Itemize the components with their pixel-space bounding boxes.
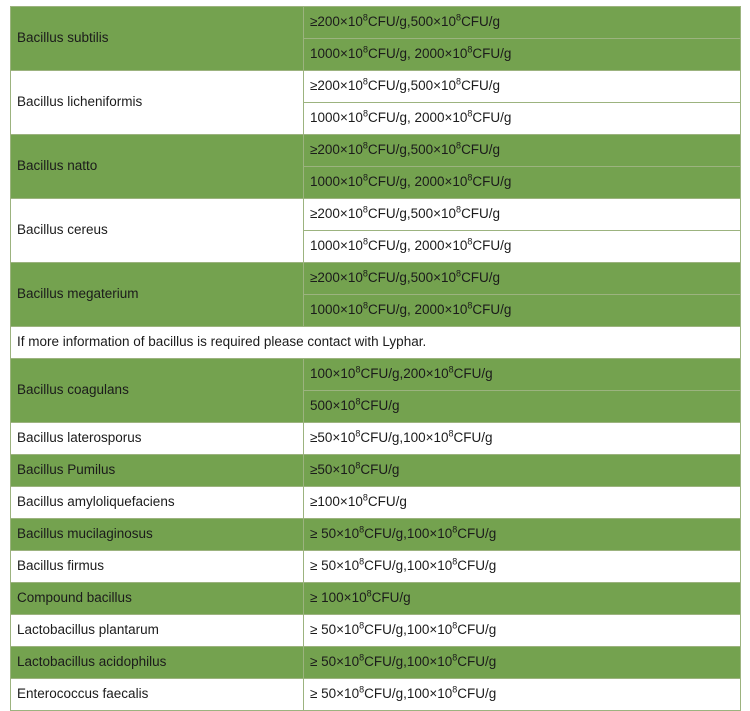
row-name: Compound bacillus	[11, 583, 304, 615]
row-name: Lactobacillus acidophilus	[11, 647, 304, 679]
row-name: Bacillus Pumilus	[11, 455, 304, 487]
row-value: $500\times 10^8CFU/g$	[304, 391, 741, 423]
row-value: $100\times 10^8CFU/g,200\times 10^8CFU/g$	[304, 359, 741, 391]
row-name: Enterococcus faecalis	[11, 679, 304, 711]
row-value: $1000\times 10^8CFU/g$, $2000\times 10^8CFU/g$	[304, 295, 741, 327]
table-row	[11, 647, 741, 679]
row-value: $\ge 200\times 10^8CFU/g,500\times 10^8CFU/g$	[304, 7, 741, 39]
table-row	[11, 551, 741, 583]
table-row	[11, 135, 741, 167]
table-row	[11, 679, 741, 711]
row-value: ≥ $100\times 10^8CFU/g$	[304, 583, 741, 615]
table-row	[11, 487, 741, 519]
row-name: Bacillus licheniformis	[11, 71, 304, 135]
row-value: $\ge 50\times 10^8CFU/g$	[304, 455, 741, 487]
row-value: $1000\times 10^8CFU/g$, $2000\times 10^8CFU/g$	[304, 103, 741, 135]
row-value: $\ge 50\times 10^8CFU/g,100\times 10^8CFU/g$	[304, 423, 741, 455]
row-name: Bacillus natto	[11, 135, 304, 199]
contact-note: If more information of bacillus is required please contact with Lyphar.	[11, 327, 741, 359]
table-note-row	[11, 327, 741, 359]
row-name: Bacillus firmus	[11, 551, 304, 583]
row-value: $\ge 200\times 10^8CFU/g,500\times 10^8CFU/g$	[304, 71, 741, 103]
row-value: $1000\times 10^8CFU/g$, $2000\times 10^8CFU/g$	[304, 167, 741, 199]
row-value: ≥ $50\times 10^8CFU/g,100\times 10^8CFU/g$	[304, 647, 741, 679]
table-row	[11, 519, 741, 551]
row-name: Bacillus megaterium	[11, 263, 304, 327]
row-value: $\ge 200\times 10^8CFU/g,500\times 10^8CFU/g$	[304, 263, 741, 295]
row-value: $1000\times 10^8CFU/g$, $2000\times 10^8CFU/g$	[304, 39, 741, 71]
table-row	[11, 615, 741, 647]
row-name: Bacillus coagulans	[11, 359, 304, 423]
row-value: ≥ $50\times 10^8CFU/g,100\times 10^8CFU/g$	[304, 551, 741, 583]
row-value: $1000\times 10^8CFU/g$, $2000\times 10^8CFU/g$	[304, 231, 741, 263]
table-row	[11, 583, 741, 615]
row-value: $\ge 200\times 10^8CFU/g,500\times 10^8CFU/g$	[304, 135, 741, 167]
row-name: Lactobacillus plantarum	[11, 615, 304, 647]
row-name: Bacillus amyloliquefaciens	[11, 487, 304, 519]
row-value: $\ge 200\times 10^8CFU/g,500\times 10^8CFU/g$	[304, 199, 741, 231]
row-name: Bacillus laterosporus	[11, 423, 304, 455]
table-row	[11, 423, 741, 455]
table-row	[11, 71, 741, 103]
row-value: $\ge 100\times 10^8CFU/g$	[304, 487, 741, 519]
bacillus-spec-table	[10, 6, 741, 711]
table-row	[11, 263, 741, 295]
table-row	[11, 455, 741, 487]
row-name: Bacillus cereus	[11, 199, 304, 263]
table-row	[11, 7, 741, 39]
row-value: ≥ $50\times 10^8CFU/g,100\times 10^8CFU/g$	[304, 519, 741, 551]
row-name: Bacillus subtilis	[11, 7, 304, 71]
table-row	[11, 199, 741, 231]
table-row	[11, 359, 741, 391]
row-value: ≥ $50\times 10^8CFU/g,100\times 10^8CFU/g$	[304, 615, 741, 647]
row-value: ≥ $50\times 10^8CFU/g,100\times 10^8CFU/g$	[304, 679, 741, 711]
row-name: Bacillus mucilaginosus	[11, 519, 304, 551]
